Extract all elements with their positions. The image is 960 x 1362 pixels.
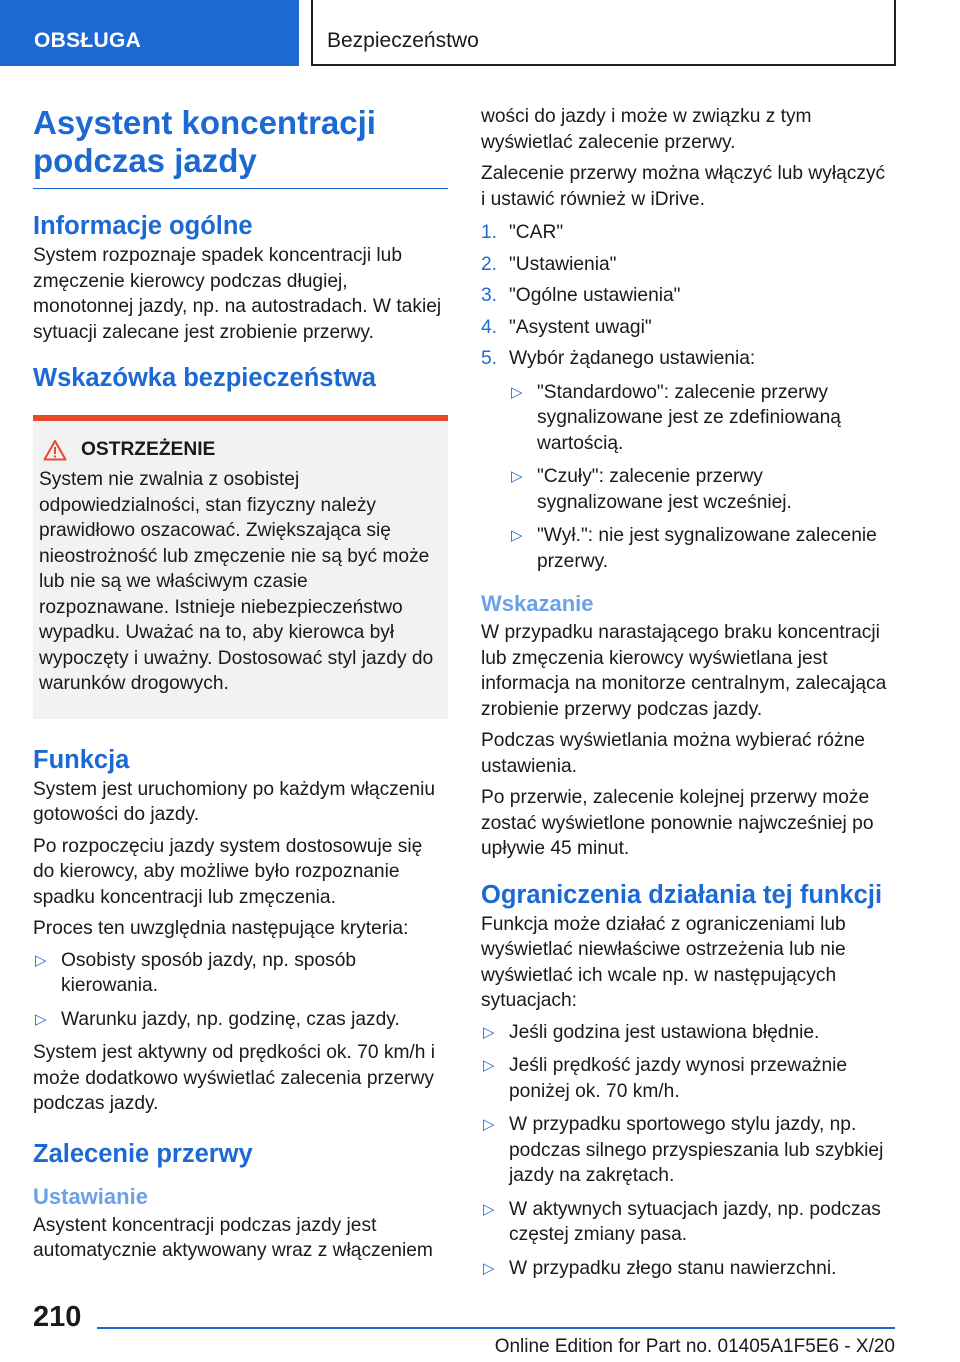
list-item: ▷ Warunku jazdy, np. godzinę, czas jazdy.: [33, 1007, 448, 1033]
list-item: 4. "Asystent uwagi": [481, 316, 652, 338]
general-text: System rozpoznaje spadek koncentracji lub zmęczenie kierowcy podczas długiej, monotonnej jazdy, np. na autostradach. W takiej sytuacji zalecane jest zrobienie przerwy.: [33, 245, 442, 343]
triangle-bullet-icon: ▷: [511, 383, 523, 401]
display-paragraph-2: Podczas wyświetlania można wybierać różne ustawienia.: [481, 730, 865, 777]
topic-label: Bezpieczeństwo: [327, 29, 479, 52]
list-item: ▷ Jeśli godzina jest ustawiona błędnie.: [481, 1020, 893, 1046]
topic-tab: [311, 0, 896, 66]
triangle-bullet-icon: ▷: [483, 1259, 495, 1277]
function-heading: Funkcja: [33, 745, 130, 774]
warning-header: [39, 439, 440, 461]
list-item: ▷ "Wył.": nie jest sygnalizowane zalecenie przerwy.: [511, 525, 877, 572]
settings-paragraph-2: Zalecenie przerwy można włączyć lub wyłączyć i ustawić również w iDrive.: [481, 163, 886, 210]
right-column: [481, 104, 893, 1289]
page-title: Asystent koncentracji podczas jazdy: [33, 104, 448, 189]
function-paragraph-4: System jest aktywny od prędkości ok. 70 km/h i może dodatkowo wyświetlać zalecenia przerwy podczas jazdy.: [33, 1042, 436, 1114]
display-heading: Wskazanie: [481, 591, 594, 616]
function-paragraph-2: Po rozpoczęciu jazdy system dostosowuje się do kierowcy, aby możliwe było rozpoznanie spadku koncentracji lub zmęczenia.: [33, 835, 423, 908]
list-item: 2. "Ustawienia": [481, 253, 617, 275]
options-list: [509, 380, 893, 575]
left-column: [33, 104, 448, 1270]
triangle-bullet-icon: ▷: [35, 951, 47, 969]
page-number: 210: [33, 1301, 82, 1333]
warning-box: [33, 415, 448, 719]
list-item: ▷ W przypadku sportowego stylu jazdy, np. podczas silnego przyspieszania lub szybkiej jazdy na zakrętach.: [483, 1114, 884, 1186]
triangle-bullet-icon: ▷: [511, 468, 523, 485]
list-item: ▷ Osobisty sposób jazdy, np. sposób kierowania.: [35, 949, 357, 996]
display-paragraph-3: Po przerwie, zalecenie kolejnej przerwy może zostać wyświetlone ponownie najwcześniej po upływie 45 minut.: [481, 787, 874, 859]
list-item: ▷ "Standardowo": zalecenie przerwy sygnalizowane jest ze zdefiniowaną wartością.: [511, 381, 841, 454]
function-paragraph-1: System jest uruchomiony po każdym włączeniu gotowości do jazdy.: [33, 778, 436, 825]
list-item: ▷ "Czuły": zalecenie przerwy sygnalizowane jest wcześniej.: [511, 466, 792, 513]
list-item: ▷ W przypadku złego stanu nawierzchni.: [481, 1256, 893, 1282]
triangle-bullet-icon: ▷: [35, 1010, 47, 1028]
edition-note: Online Edition for Part no. 01405A1F5E6 - X/20: [494, 1336, 895, 1357]
warning-title: OSTRZEŻENIE: [81, 439, 216, 460]
limits-heading: Ograniczenia działania tej funkcji: [481, 880, 883, 909]
criteria-list: [33, 948, 448, 1033]
settings-heading: Ustawianie: [33, 1183, 148, 1209]
break-heading: Zalecenie przerwy: [33, 1139, 253, 1168]
settings-text-continued: wości do jazdy i może w związku z tym wyświetlać zalecenie przerwy.: [481, 106, 812, 153]
warning-triangle-icon: [39, 439, 71, 461]
general-heading: Informacje ogólne: [33, 212, 253, 240]
triangle-bullet-icon: ▷: [483, 1200, 495, 1218]
triangle-bullet-icon: ▷: [483, 1057, 495, 1074]
settings-text: Asystent koncentracji podczas jazdy jest automatycznie aktywowany wraz z włączeniem: [33, 1214, 433, 1261]
limits-text: Funkcja może działać z ograniczeniami lub wyświetlać niewłaściwe ostrzeżenia lub nie wyświetlać ich wcale np. w następujących sytuacjach:: [481, 913, 846, 1011]
section-label: OBSŁUGA: [34, 29, 142, 52]
settings-steps: [481, 220, 893, 574]
limits-list: [481, 1020, 893, 1282]
section-tab: [0, 0, 299, 66]
list-item: 5. Wybór żądanego ustawienia: ▷ "Standardowo": zalecenie przerwy sygnalizowane jest ze zdefiniowaną wartością. ▷ "Czuły": zalecenie przerwy sygnalizowane jest wcześniej. ▷ "Wył.": nie jest sygnalizowane zalecenie przerwy.: [481, 346, 893, 574]
list-item: 1. "CAR": [481, 222, 564, 243]
triangle-bullet-icon: ▷: [483, 1023, 495, 1041]
warning-text: System nie zwalnia z osobistej odpowiedzialności, stan fizyczny należy prawidłowo oszacować. Zwiększająca się nieostrożność lub zmęczenie nie są być może lub nie są we właściwym czasie rozpoznawane. Istnieje niebezpieczeństwo wypadku. Uważać na to, aby kierowca był wypoczęty i uważny. Dostosować styl jazdy do warunków drogowych.: [39, 469, 434, 694]
triangle-bullet-icon: ▷: [483, 1116, 495, 1133]
list-item: 3. "Ogólne ustawienia": [481, 285, 681, 306]
display-paragraph-1: W przypadku narastającego braku koncentracji lub zmęczenia kierowcy wyświetlana jest informacja na monitorze centralnym, zalecająca zrobienie przerwy podczas jazdy.: [481, 622, 887, 720]
list-item: ▷ Jeśli prędkość jazdy wynosi przeważnie poniżej ok. 70 km/h.: [483, 1055, 848, 1102]
triangle-bullet-icon: ▷: [511, 527, 523, 544]
safety-heading: Wskazówka bezpieczeństwa: [33, 364, 376, 392]
function-paragraph-3: Proces ten uwzględnia następujące kryteria:: [33, 918, 409, 939]
footer-divider: [97, 1327, 895, 1329]
list-item: ▷ W aktywnych sytuacjach jazdy, np. podczas częstej zmiany pasa.: [483, 1198, 881, 1245]
